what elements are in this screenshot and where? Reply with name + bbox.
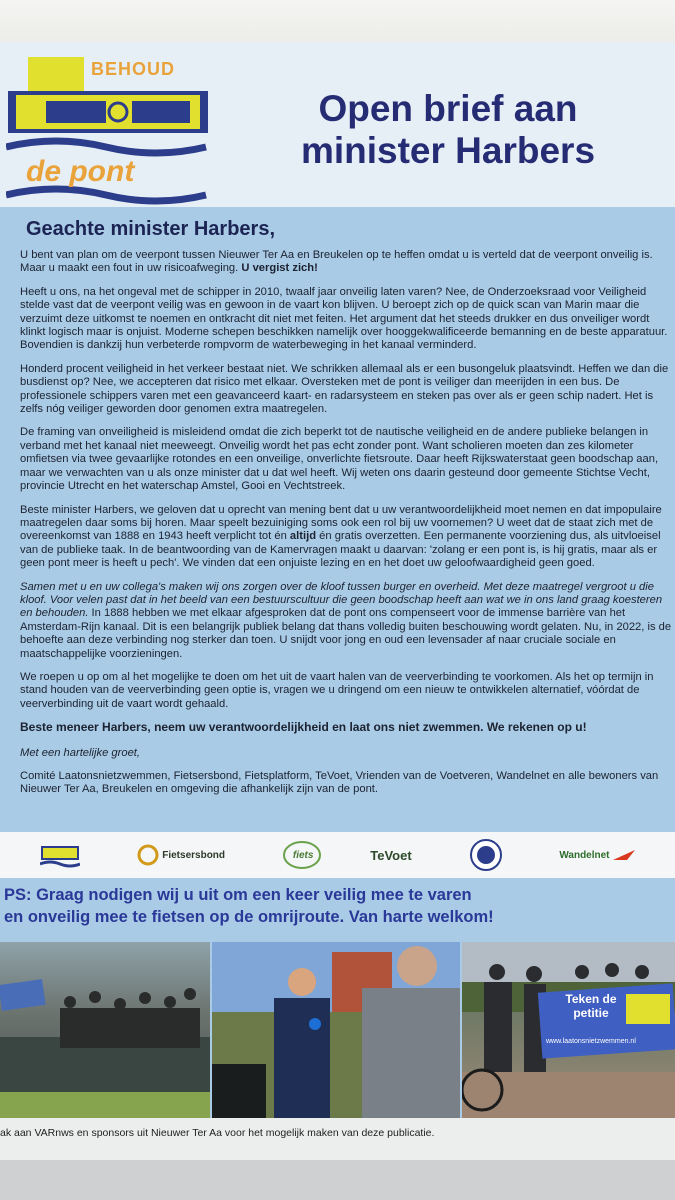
paragraph-5 <box>20 504 674 571</box>
paragraph-text: U bent van plan om de veerpont tussen Nieuwer Ter Aa en Breukelen op te heffen omdat u is verteld dat de veerpont onveilig is. Maar u maakt een fout in uw risicoafweging. <box>20 249 653 275</box>
partner-fietsplatform <box>282 840 314 870</box>
partner-fietsersbond <box>137 843 225 867</box>
paragraph-4: De framing van onveiligheid is misleidend omdat die zich beperkt tot de nautische veiligheid en de andere publieke belangen in verband met het kanaal niet meeweegt. Onveilig wordt het pas echt zonder pont. Want scholieren moeten dan zes kilometer omfietsen via twee gevaarlijke rotondes en een onveilige, onverlichte fietsroute. Daar heeft Rijkswaterstaat geen boodschap aan, maar we verwachten van u als onze minister dat u dat wel heeft. Wij weten ons daarin gesteund door gemeente Stichtse Vecht, provincie Utrecht en het waterschap Amstel, Gooi en Vechtstreek. <box>20 426 659 493</box>
partner-logos <box>0 832 675 878</box>
publication-credit: ak aan VARnws en sponsors uit Nieuwer Ter Aa voor het mogelijk maken van deze publicatie. <box>0 1127 435 1139</box>
paragraph-2: Heeft u ons, na het ongeval met de schipper in 2010, twaalf jaar onveilig laten varen? Nee, de Onderzoeksraad voor Veiligheid stelde vast dat de veerpont veilig was en gewoon in de vaart kon blijven. U beroept zich op de quick scan van Marin maar die verzuimt deze uitkomst te noemen en ontkracht dit niet met feiten. Het argument dat het steeds drukker en dus onveiliger wordt klinkt logisch maar is onjuist. Moderne schepen beschikken namelijk over hooggekwalificeerde bemanning en de beste apparatuur. Bovendien is dankzij hun verbeterde rompvorm de waterbeweging in het kanaal verminderd. <box>20 285 668 352</box>
photo-petition <box>462 942 675 1118</box>
paragraph-3: Honderd procent veiligheid in het verkeer bestaat niet. We schrikken allemaal als er een busongeluk plaatsvindt. Heffen we dan die busdienst op? Nee, we accepteren dat risico met elkaar. Oversteken met de pont is veiliger dan meerijden in een bus. De professionele schippers varen met een geavanceerd kaart- en radarsysteem en steken pas over als er geen schip nadert. Het is zelfs nóg veiliger geworden door genomen extra maatregelen. <box>20 362 669 416</box>
ps-line-2: en onveilig mee te fietsen op de omrijroute. Van harte welkom! <box>4 908 494 926</box>
caption-band <box>0 1118 675 1160</box>
paragraph-6 <box>20 581 674 661</box>
partner-vrienden-voetveren <box>469 838 503 872</box>
photo-interview <box>212 942 460 1118</box>
partner-label: Wandelnet <box>559 849 610 861</box>
paragraph-text: In 1888 hebben we met elkaar afgesproken dat de pont ons compenseert voor de immense barrière van het Amsterdam-Rijn kanaal. Dit is een belangrijk publiek belang dat thans volledig buiten beschouwing wordt gelaten. Nu, in 2022, is de behoefte aan deze verbinding nog sterker dan toen. U snijdt voor jong en oud een levensader af naar cruciale sociale en maatschappelijke voorzieningen. <box>20 607 672 660</box>
partner-tevoet <box>370 848 411 863</box>
italic-text: Samen met u en uw collega's maken wij ons zorgen over de kloof tussen burger en overheid. Met deze maatregel vergroot u die kloof. Voor velen past dat in het beeld van een bestuurscultuur die geen boodschap heeft aan wat we in ons land graag koesteren en behouden. <box>20 580 663 620</box>
petition-group-image <box>462 942 675 1118</box>
interview-image <box>212 942 460 1118</box>
emphasis-text: altijd <box>289 530 317 543</box>
closing-greeting: Met een hartelijke groet, <box>20 746 141 759</box>
paragraph-text: Beste minister Harbers, we geloven dat u oprecht van mening bent dat u uw verantwoordelijkheid moet nemen en dat impopulaire maatregelen daar soms bij horen. Maar speelt bezuiniging soms ook een rol bij uw voornemen? U weet dat de staat zich met de overeenkomst van 1888 en 1943 heeft verplicht tot én <box>20 503 662 543</box>
title-line-2: minister Harbers <box>300 130 596 171</box>
ps-line-1: PS: Graag nodigen wij u uit om een keer veilig mee te varen <box>4 886 472 904</box>
ferry-icon <box>40 841 80 869</box>
banner-line-1: Teken de <box>565 992 617 1006</box>
letter-body <box>20 249 674 807</box>
logo-text-behoud: BEHOUD <box>91 59 176 79</box>
page-title <box>228 88 668 172</box>
call-to-action: Beste meneer Harbers, neem uw verantwoordelijkheid en laat ons niet zwemmen. We rekenen op u! <box>20 720 587 735</box>
wandelnet-icon <box>613 848 635 862</box>
ferry-crowd-image <box>0 942 210 1118</box>
emphasis-text: U vergist zich! <box>241 262 318 275</box>
petition-banner <box>546 992 636 1020</box>
postscript <box>4 884 672 928</box>
fietsersbond-icon <box>137 843 159 867</box>
behoud-de-pont-logo <box>6 55 211 205</box>
partner-wandelnet <box>559 848 634 862</box>
partner-label: TeVoet <box>370 847 412 863</box>
partner-label: fiets <box>292 849 314 861</box>
photo-ferry-crowd <box>0 942 210 1118</box>
partner-label: Fietsersbond <box>162 849 226 861</box>
salutation: Geachte minister Harbers, <box>26 218 275 240</box>
paragraph-1 <box>20 249 674 276</box>
banner-line-2: petitie <box>573 1006 609 1020</box>
logo-text-de-pont: de pont <box>26 155 135 188</box>
photo-strip <box>0 942 675 1118</box>
banner-url: www.laatonsnietzwemmen.nl <box>546 1038 636 1045</box>
paragraph-text: én gratis overzetten. Een permanente voorziening dus, als uitvloeisel van de publieke taak. In de beantwoording van de Kamervragen maakt u daarvan: 'zolang er een pont is, is hij gratis, maar als er geen pont meer is heeft u pech'. We vinden dat een onjuiste lezing en en het doet uw geloofwaardigheid geen goed. <box>20 530 661 570</box>
page-bottom-edge <box>0 1160 675 1200</box>
signatories: Comité Laatonsnietzwemmen, Fietsersbond, Fietsplatform, TeVoet, Vrienden van de Voetveren, Wandelnet en alle bewoners van Nieuwer Ter Aa, Breukelen en omgeving die afhankelijk zijn van de pont. <box>20 770 659 796</box>
title-line-1: Open brief aan <box>318 88 578 129</box>
voetveren-seal-icon <box>469 838 503 872</box>
paragraph-7: We roepen u op om al het mogelijke te doen om het uit de vaart halen van de veerverbinding te voorkomen. Als het op termijn in stand houden van de veerverbinding geen optie is, vragen we u dringend om een nieuw te ontwikkelen alternatief, vóórdat de veerverbinding uit de vaart wordt gehaald. <box>20 670 654 710</box>
partner-behoud-de-pont <box>40 841 80 869</box>
